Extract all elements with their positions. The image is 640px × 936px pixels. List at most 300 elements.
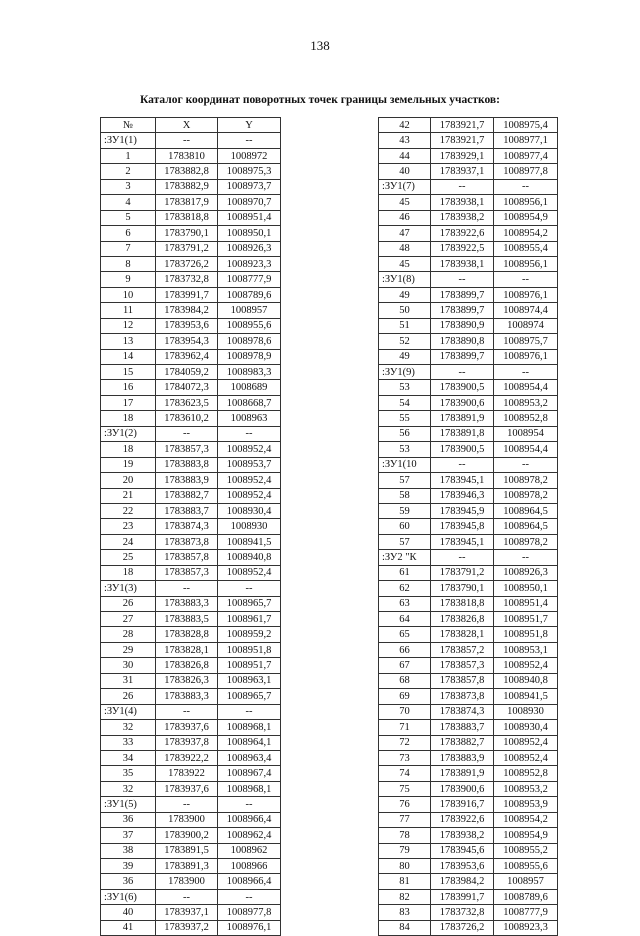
x-coordinate-cell: 1783938,2 — [431, 828, 494, 843]
point-number-cell: 32 — [101, 720, 156, 735]
y-coordinate-cell: 1008954,9 — [494, 210, 558, 225]
table-row — [379, 226, 558, 241]
y-coordinate-cell: 1008930,4 — [494, 720, 558, 735]
table-row — [101, 411, 281, 426]
y-coordinate-cell: 1008966,4 — [218, 812, 281, 827]
x-coordinate-cell: 1783945,9 — [431, 503, 494, 518]
x-coordinate-cell: 1783922,6 — [431, 226, 494, 241]
x-coordinate-cell: 1783991,7 — [156, 287, 218, 302]
table-row — [101, 287, 281, 302]
point-number-cell: 63 — [379, 596, 431, 611]
y-coordinate-cell: 1008977,4 — [494, 148, 558, 163]
point-number-cell: 19 — [101, 457, 156, 472]
y-coordinate-cell: 1008952,4 — [218, 488, 281, 503]
point-number-cell: 81 — [379, 874, 431, 889]
y-coordinate-cell: 1008930 — [218, 519, 281, 534]
table-row — [101, 797, 281, 812]
point-number-cell: 25 — [101, 550, 156, 565]
point-number-cell: 30 — [101, 658, 156, 673]
table-row — [101, 781, 281, 796]
y-coordinate-cell: 1008978,6 — [218, 334, 281, 349]
table-row — [101, 812, 281, 827]
y-coordinate-cell: 1008976,1 — [494, 349, 558, 364]
y-coordinate-cell: 1008954,9 — [494, 828, 558, 843]
y-coordinate-cell: 1008978,2 — [494, 473, 558, 488]
y-coordinate-cell: 1008968,1 — [218, 720, 281, 735]
point-number-cell: 52 — [379, 334, 431, 349]
x-coordinate-cell: 1783828,1 — [431, 627, 494, 642]
x-coordinate-cell: 1783937,1 — [156, 905, 218, 920]
point-number-cell: 14 — [101, 349, 156, 364]
table-row — [101, 195, 281, 210]
point-number-cell: 5 — [101, 210, 156, 225]
x-coordinate-cell: 1783857,3 — [156, 442, 218, 457]
table-row — [101, 179, 281, 194]
point-number-cell: :ЗУ1(4) — [101, 704, 156, 719]
y-coordinate-cell: 1008940,8 — [494, 673, 558, 688]
table-row — [379, 179, 558, 194]
y-coordinate-cell: 1008953,2 — [494, 395, 558, 410]
y-coordinate-cell: 1008975,3 — [218, 164, 281, 179]
y-coordinate-cell: 1008923,3 — [494, 920, 558, 935]
table-row — [379, 195, 558, 210]
y-coordinate-cell: 1008955,6 — [494, 859, 558, 874]
point-number-cell: 59 — [379, 503, 431, 518]
y-coordinate-cell: 1008777,9 — [494, 905, 558, 920]
x-coordinate-cell: 1783937,6 — [156, 720, 218, 735]
y-coordinate-cell: 1008955,4 — [494, 241, 558, 256]
point-number-cell: :ЗУ1(9) — [379, 365, 431, 380]
x-coordinate-cell: 1783726,2 — [431, 920, 494, 935]
table-row — [101, 828, 281, 843]
table-row — [101, 395, 281, 410]
table-row — [101, 272, 281, 287]
y-coordinate-cell: 1008966,4 — [218, 874, 281, 889]
x-coordinate-cell: 1783921,7 — [431, 133, 494, 148]
point-number-cell: 35 — [101, 766, 156, 781]
x-coordinate-cell: 1783953,6 — [156, 318, 218, 333]
y-coordinate-cell: -- — [218, 581, 281, 596]
point-number-cell: 46 — [379, 210, 431, 225]
y-coordinate-cell: 1008789,6 — [494, 889, 558, 904]
table-row — [379, 581, 558, 596]
table-row — [101, 905, 281, 920]
x-coordinate-cell: -- — [156, 797, 218, 812]
point-number-cell: 69 — [379, 689, 431, 704]
point-number-cell: 10 — [101, 287, 156, 302]
x-coordinate-cell: 1783826,8 — [156, 658, 218, 673]
table-row — [101, 720, 281, 735]
point-number-cell: 29 — [101, 642, 156, 657]
x-coordinate-cell: 1783857,3 — [431, 658, 494, 673]
point-number-cell: 56 — [379, 426, 431, 441]
y-coordinate-cell: -- — [218, 133, 281, 148]
point-number-cell: 40 — [101, 905, 156, 920]
table-header-row — [101, 118, 281, 133]
table-row — [379, 334, 558, 349]
table-row — [379, 133, 558, 148]
table-row — [379, 534, 558, 549]
x-coordinate-cell: 1783857,8 — [156, 550, 218, 565]
x-coordinate-cell: 1783817,9 — [156, 195, 218, 210]
point-number-cell: 31 — [101, 673, 156, 688]
table-row — [379, 365, 558, 380]
table-row — [101, 503, 281, 518]
y-coordinate-cell: 1008963,4 — [218, 750, 281, 765]
y-coordinate-cell: 1008954,2 — [494, 226, 558, 241]
y-coordinate-cell: 1008962 — [218, 843, 281, 858]
x-coordinate-cell: 1783991,7 — [431, 889, 494, 904]
table-row — [101, 426, 281, 441]
table-row — [379, 843, 558, 858]
table-row — [379, 118, 558, 133]
y-coordinate-cell: 1008976,1 — [494, 287, 558, 302]
y-coordinate-cell: -- — [218, 889, 281, 904]
y-coordinate-cell: 1008952,4 — [494, 750, 558, 765]
x-coordinate-cell: 1783937,1 — [431, 164, 494, 179]
y-coordinate-cell: 1008777,9 — [218, 272, 281, 287]
point-number-cell: 77 — [379, 812, 431, 827]
y-coordinate-cell: 1008972 — [218, 148, 281, 163]
y-coordinate-cell: -- — [218, 426, 281, 441]
y-coordinate-cell: 1008954,2 — [494, 812, 558, 827]
point-number-cell: 3 — [101, 179, 156, 194]
x-coordinate-cell: 1783929,1 — [431, 148, 494, 163]
point-number-cell: 51 — [379, 318, 431, 333]
point-number-cell: 60 — [379, 519, 431, 534]
y-coordinate-cell: 1008950,1 — [494, 581, 558, 596]
x-coordinate-cell: 1783891,8 — [431, 426, 494, 441]
y-coordinate-cell: 1008965,7 — [218, 689, 281, 704]
point-number-cell: 32 — [101, 781, 156, 796]
point-number-cell: 39 — [101, 859, 156, 874]
x-coordinate-cell: 1783916,7 — [431, 797, 494, 812]
x-coordinate-cell: 1783610,2 — [156, 411, 218, 426]
x-coordinate-cell: 1783883,5 — [156, 612, 218, 627]
y-coordinate-cell: 1008952,4 — [218, 442, 281, 457]
table-row — [379, 241, 558, 256]
table-row — [379, 426, 558, 441]
point-number-cell: 9 — [101, 272, 156, 287]
table-row — [101, 148, 281, 163]
y-coordinate-cell: 1008954 — [494, 426, 558, 441]
table-row — [379, 565, 558, 580]
point-number-cell: 18 — [101, 411, 156, 426]
y-coordinate-cell: 1008973,7 — [218, 179, 281, 194]
x-coordinate-cell: 1783899,7 — [431, 349, 494, 364]
y-coordinate-cell: 1008964,5 — [494, 519, 558, 534]
table-row — [101, 256, 281, 271]
point-number-cell: 64 — [379, 612, 431, 627]
point-number-cell: 24 — [101, 534, 156, 549]
point-number-cell: :ЗУ1(8) — [379, 272, 431, 287]
x-coordinate-cell: 1783900,2 — [156, 828, 218, 843]
table-row — [379, 395, 558, 410]
x-coordinate-cell: 1783900 — [156, 812, 218, 827]
x-coordinate-cell: 1783921,7 — [431, 118, 494, 133]
x-coordinate-cell: 1783882,7 — [156, 488, 218, 503]
table-row — [101, 735, 281, 750]
x-coordinate-cell: 1783791,2 — [431, 565, 494, 580]
y-coordinate-cell: -- — [494, 365, 558, 380]
table-row — [379, 272, 558, 287]
y-coordinate-cell: 1008978,2 — [494, 488, 558, 503]
point-number-cell: 47 — [379, 226, 431, 241]
point-number-cell: 4 — [101, 195, 156, 210]
y-coordinate-cell: 1008953,9 — [494, 797, 558, 812]
y-coordinate-cell: 1008951,7 — [494, 612, 558, 627]
x-coordinate-cell: 1783890,9 — [431, 318, 494, 333]
x-coordinate-cell: 1783857,8 — [431, 673, 494, 688]
table-row — [379, 411, 558, 426]
point-number-cell: 1 — [101, 148, 156, 163]
x-coordinate-cell: 1783826,3 — [156, 673, 218, 688]
table-row — [379, 256, 558, 271]
table-row — [101, 210, 281, 225]
x-coordinate-cell: 1783900,5 — [431, 442, 494, 457]
table-row — [379, 642, 558, 657]
y-coordinate-cell: 1008977,8 — [494, 164, 558, 179]
table-row — [101, 627, 281, 642]
x-coordinate-cell: 1783883,9 — [431, 750, 494, 765]
point-number-cell: 34 — [101, 750, 156, 765]
x-coordinate-cell: 1783790,1 — [156, 226, 218, 241]
y-coordinate-cell: 1008964,1 — [218, 735, 281, 750]
coordinates-table-left — [100, 117, 281, 936]
point-number-cell: :ЗУ1(10 — [379, 457, 431, 472]
table-row — [379, 627, 558, 642]
point-number-cell: 27 — [101, 612, 156, 627]
x-coordinate-cell: 1783883,7 — [156, 503, 218, 518]
point-number-cell: :ЗУ1(3) — [101, 581, 156, 596]
y-coordinate-cell: 1008953,2 — [494, 781, 558, 796]
table-row — [101, 226, 281, 241]
catalog-title: Каталог координат поворотных точек границы земельных участков: — [140, 94, 500, 106]
point-number-cell: 42 — [379, 118, 431, 133]
x-coordinate-cell: 1783623,5 — [156, 395, 218, 410]
table-row — [379, 673, 558, 688]
x-coordinate-cell: -- — [156, 426, 218, 441]
y-coordinate-cell: 1008926,3 — [218, 241, 281, 256]
column-header-x: X — [156, 118, 218, 133]
table-row — [379, 859, 558, 874]
table-row — [379, 457, 558, 472]
table-row — [379, 596, 558, 611]
y-coordinate-cell: 1008955,6 — [218, 318, 281, 333]
point-number-cell: 49 — [379, 287, 431, 302]
point-number-cell: 28 — [101, 627, 156, 642]
x-coordinate-cell: 1783945,6 — [431, 843, 494, 858]
table-row — [101, 658, 281, 673]
table-body-right — [379, 118, 558, 936]
table-row — [101, 241, 281, 256]
x-coordinate-cell: 1783883,7 — [431, 720, 494, 735]
y-coordinate-cell: 1008957 — [494, 874, 558, 889]
point-number-cell: 54 — [379, 395, 431, 410]
x-coordinate-cell: 1783891,5 — [156, 843, 218, 858]
point-number-cell: 76 — [379, 797, 431, 812]
table-row — [379, 210, 558, 225]
x-coordinate-cell: 1783922,5 — [431, 241, 494, 256]
x-coordinate-cell: 1783938,1 — [431, 195, 494, 210]
point-number-cell: 26 — [101, 596, 156, 611]
table-row — [379, 689, 558, 704]
y-coordinate-cell: 1008953,1 — [494, 642, 558, 657]
y-coordinate-cell: 1008961,7 — [218, 612, 281, 627]
x-coordinate-cell: -- — [431, 365, 494, 380]
x-coordinate-cell: 1783938,1 — [431, 256, 494, 271]
point-number-cell: 67 — [379, 658, 431, 673]
y-coordinate-cell: 1008951,8 — [218, 642, 281, 657]
y-coordinate-cell: 1008952,8 — [494, 411, 558, 426]
point-number-cell: 21 — [101, 488, 156, 503]
y-coordinate-cell: 1008978,2 — [494, 534, 558, 549]
x-coordinate-cell: 1783962,4 — [156, 349, 218, 364]
y-coordinate-cell: 1008930,4 — [218, 503, 281, 518]
table-row — [379, 828, 558, 843]
table-row — [101, 318, 281, 333]
table-row — [101, 488, 281, 503]
point-number-cell: 55 — [379, 411, 431, 426]
y-coordinate-cell: 1008951,4 — [494, 596, 558, 611]
table-row — [379, 550, 558, 565]
x-coordinate-cell: 1783937,8 — [156, 735, 218, 750]
point-number-cell: 43 — [379, 133, 431, 148]
point-number-cell: 18 — [101, 442, 156, 457]
point-number-cell: :ЗУ1(1) — [101, 133, 156, 148]
y-coordinate-cell: 1008959,2 — [218, 627, 281, 642]
y-coordinate-cell: 1008956,1 — [494, 195, 558, 210]
x-coordinate-cell: 1783726,2 — [156, 256, 218, 271]
table-row — [379, 889, 558, 904]
table-row — [101, 349, 281, 364]
x-coordinate-cell: 1783984,2 — [156, 303, 218, 318]
y-coordinate-cell: 1008983,3 — [218, 365, 281, 380]
table-row — [101, 550, 281, 565]
table-row — [101, 642, 281, 657]
y-coordinate-cell: 1008689 — [218, 380, 281, 395]
table-row — [379, 735, 558, 750]
x-coordinate-cell: 1783922,2 — [156, 750, 218, 765]
point-number-cell: 18 — [101, 565, 156, 580]
table-row — [101, 457, 281, 472]
table-body-left — [101, 133, 281, 936]
point-number-cell: :ЗУ1(2) — [101, 426, 156, 441]
table-row — [101, 133, 281, 148]
y-coordinate-cell: 1008951,4 — [218, 210, 281, 225]
point-number-cell: :ЗУ1(7) — [379, 179, 431, 194]
table-row — [379, 503, 558, 518]
x-coordinate-cell: 1783732,8 — [156, 272, 218, 287]
y-coordinate-cell: 1008970,7 — [218, 195, 281, 210]
point-number-cell: 66 — [379, 642, 431, 657]
x-coordinate-cell: 1783790,1 — [431, 581, 494, 596]
x-coordinate-cell: 1783882,7 — [431, 735, 494, 750]
point-number-cell: 23 — [101, 519, 156, 534]
point-number-cell: 22 — [101, 503, 156, 518]
point-number-cell: 36 — [101, 812, 156, 827]
point-number-cell: 68 — [379, 673, 431, 688]
x-coordinate-cell: -- — [431, 457, 494, 472]
y-coordinate-cell: -- — [494, 457, 558, 472]
column-header-number: № — [101, 118, 156, 133]
table-row — [379, 148, 558, 163]
x-coordinate-cell: 1783937,6 — [156, 781, 218, 796]
x-coordinate-cell: 1783857,3 — [156, 565, 218, 580]
point-number-cell: 7 — [101, 241, 156, 256]
x-coordinate-cell: 1783791,2 — [156, 241, 218, 256]
x-coordinate-cell: 1783890,8 — [431, 334, 494, 349]
x-coordinate-cell: 1783946,3 — [431, 488, 494, 503]
x-coordinate-cell: 1783883,9 — [156, 473, 218, 488]
table-row — [379, 442, 558, 457]
table-row — [379, 920, 558, 935]
x-coordinate-cell: 1783826,8 — [431, 612, 494, 627]
y-coordinate-cell: 1008967,4 — [218, 766, 281, 781]
table-row — [101, 164, 281, 179]
y-coordinate-cell: 1008956,1 — [494, 256, 558, 271]
point-number-cell: 61 — [379, 565, 431, 580]
point-number-cell: :ЗУ1(6) — [101, 889, 156, 904]
x-coordinate-cell: 1783873,8 — [431, 689, 494, 704]
y-coordinate-cell: 1008975,7 — [494, 334, 558, 349]
table-row — [101, 689, 281, 704]
point-number-cell: 36 — [101, 874, 156, 889]
table-row — [379, 704, 558, 719]
y-coordinate-cell: 1008926,3 — [494, 565, 558, 580]
point-number-cell: 6 — [101, 226, 156, 241]
x-coordinate-cell: 1783828,1 — [156, 642, 218, 657]
y-coordinate-cell: 1008963,1 — [218, 673, 281, 688]
table-row — [379, 612, 558, 627]
table-row — [101, 612, 281, 627]
point-number-cell: 82 — [379, 889, 431, 904]
table-row — [101, 442, 281, 457]
y-coordinate-cell: 1008968,1 — [218, 781, 281, 796]
y-coordinate-cell: 1008963 — [218, 411, 281, 426]
y-coordinate-cell: 1008930 — [494, 704, 558, 719]
table-row — [101, 673, 281, 688]
x-coordinate-cell: 1783874,3 — [156, 519, 218, 534]
page-number: 138 — [310, 38, 330, 53]
x-coordinate-cell: 1783900 — [156, 874, 218, 889]
x-coordinate-cell: -- — [156, 581, 218, 596]
point-number-cell: 62 — [379, 581, 431, 596]
table-row — [101, 596, 281, 611]
point-number-cell: 78 — [379, 828, 431, 843]
y-coordinate-cell: 1008952,4 — [494, 735, 558, 750]
y-coordinate-cell: 1008962,4 — [218, 828, 281, 843]
point-number-cell: 50 — [379, 303, 431, 318]
point-number-cell: 16 — [101, 380, 156, 395]
table-row — [379, 905, 558, 920]
y-coordinate-cell: 1008951,7 — [218, 658, 281, 673]
table-row — [101, 889, 281, 904]
y-coordinate-cell: 1008964,5 — [494, 503, 558, 518]
x-coordinate-cell: 1783945,1 — [431, 473, 494, 488]
y-coordinate-cell: 1008789,6 — [218, 287, 281, 302]
y-coordinate-cell: 1008952,4 — [494, 658, 558, 673]
point-number-cell: 71 — [379, 720, 431, 735]
y-coordinate-cell: 1008941,5 — [218, 534, 281, 549]
point-number-cell: 38 — [101, 843, 156, 858]
point-number-cell: 17 — [101, 395, 156, 410]
x-coordinate-cell: 1783984,2 — [431, 874, 494, 889]
x-coordinate-cell: 1783900,5 — [431, 380, 494, 395]
y-coordinate-cell: 1008954,4 — [494, 380, 558, 395]
table-row — [101, 704, 281, 719]
table-row — [379, 380, 558, 395]
